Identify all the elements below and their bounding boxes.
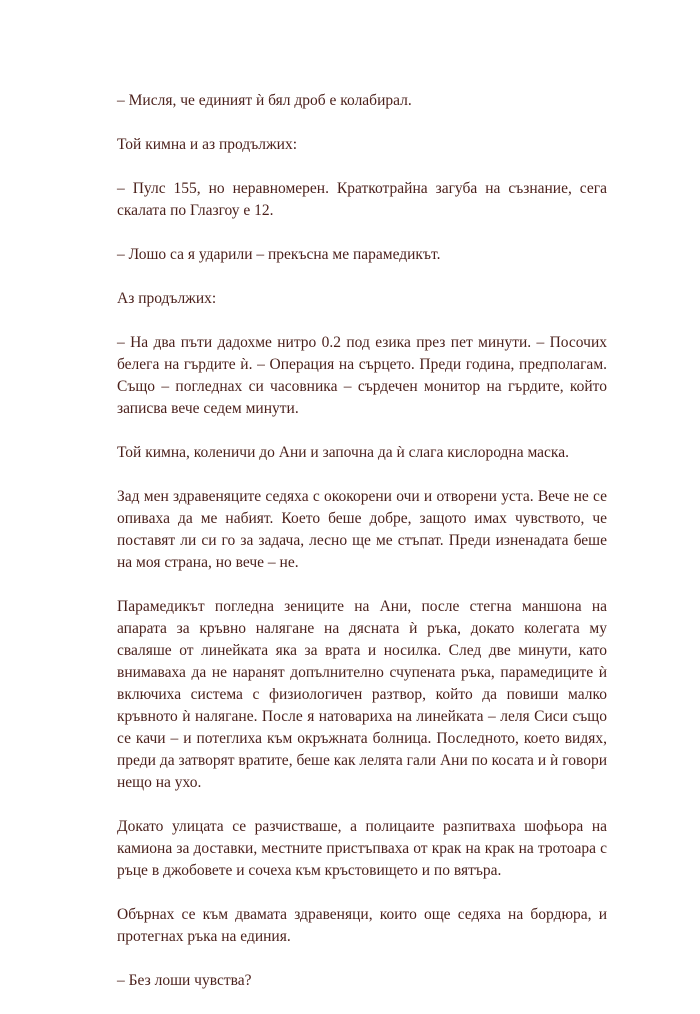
paragraph: – Мисля, че единият ѝ бял дроб е колабирал. [117,92,412,109]
paragraph: Той кимна и аз продължих: [117,136,297,153]
page-body [117,90,607,1014]
paragraph: – Пулс 155, но неравномерен. Краткотрайна загуба на съзнание, сега скалата по Глазгоу е 12. [117,180,607,219]
paragraph: – Лошо са я ударили – прекъсна ме парамедикът. [117,246,441,263]
paragraph: Парамедикът погледна зениците на Ани, после стегна маншона на апарата за кръвно налягане на дясната ѝ ръка, докато колегата му сваляше от линейката яка за врата и носилка. След две минути, като внимаваха да не наранят допълнително счупената ръка, парамедиците ѝ включиха система с физиологичен разтвор, който да повиши малко кръвното ѝ налягане. После я натовариха на линейката – леля Сиси също се качи – и потеглиха към окръжната болница. Последното, което видях, преди да затворят вратите, беше как лелята гали Ани по косата и ѝ говори нещо на ухо. [117,598,607,791]
paragraph: Зад мен здравеняците седяха с ококорени очи и отворени уста. Вече не се опивaха да ме набият. Което беше добре, защото имах чувството, че поставят ли си го за задача, лесно ще ме стъпат. Преди изненадата беше на моя страна, но вече – не. [117,488,607,571]
paragraph: Обърнах се към двамата здравеняци, които още седяха на бордюра, и протегнах ръка на единия. [117,906,607,945]
paragraph: Той кимна, коленичи до Ани и започна да ѝ слага кислородна маска. [117,444,569,461]
paragraph: Аз продължих: [117,290,217,307]
paragraph: Докато улицата се разчистваше, а полицаите разпитваха шофьора на камиона за доставки, местните пристъпваха от крак на крак на тротоара с ръце в джобовете и сочеха към кръстовището и по вятъра. [117,818,607,879]
paragraph: – Без лоши чувства? [117,972,252,989]
paragraph: – На два пъти дадохме нитро 0.2 под езика през пет минути. – Посочих белега на гърдите ѝ. – Операция на сърцето. Преди година, предполагам. Също – погледнах си часовника – сърдечен монитор на гърдите, който записва вече седем минути. [117,334,607,417]
